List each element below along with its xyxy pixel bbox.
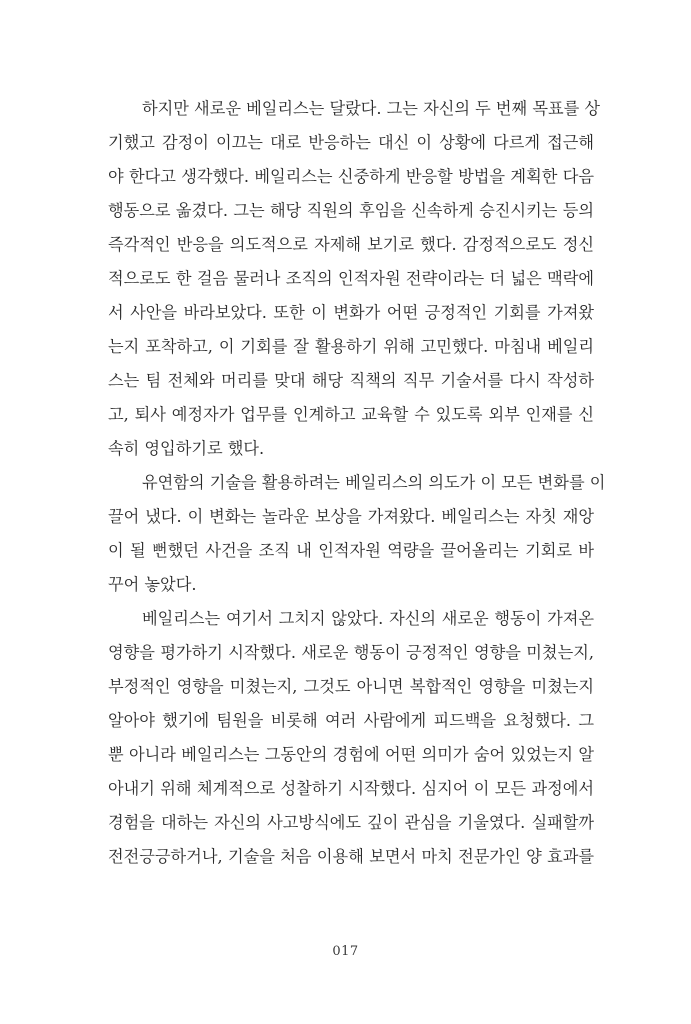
text-line: 서 사안을 바라보았다. 또한 이 변화가 어떤 긍정적인 기회를 가져왔 <box>108 303 594 322</box>
text-line: 베일리스는 여기서 그치지 않았다. 자신의 새로운 행동이 가져온 <box>142 609 594 628</box>
text-line: 꾸어 놓았다. <box>108 575 197 594</box>
text-line: 즉각적인 반응을 의도적으로 자제해 보기로 했다. 감정적으로도 정신 <box>108 235 594 254</box>
text-line: 경험을 대하는 자신의 사고방식에도 깊이 관심을 기울였다. 실패할까 <box>108 813 594 832</box>
text-line: 는지 포착하고, 이 기회를 잘 활용하기 위해 고민했다. 마침내 베일리 <box>108 337 594 356</box>
text-line: 고, 퇴사 예정자가 업무를 인계하고 교육할 수 있도록 외부 인재를 신 <box>108 405 594 424</box>
text-line: 이 될 뻔했던 사건을 조직 내 인적자원 역량을 끌어올리는 기회로 바 <box>108 541 594 560</box>
text-line: 부정적인 영향을 미쳤는지, 그것도 아니면 복합적인 영향을 미쳤는지 <box>108 677 594 696</box>
text-line: 유연함의 기술을 활용하려는 베일리스의 의도가 이 모든 변화를 이 <box>142 473 606 492</box>
page-number: 017 <box>332 944 359 959</box>
body-text <box>108 92 606 874</box>
text-line: 적으로도 한 걸음 물러나 조직의 인적자원 전략이라는 더 넓은 맥락에 <box>108 269 594 288</box>
text-line: 알아야 했기에 팀원을 비롯해 여러 사람에게 피드백을 요청했다. 그 <box>108 711 594 730</box>
text-line: 끌어 냈다. 이 변화는 놀라운 보상을 가져왔다. 베일리스는 자칫 재앙 <box>108 507 594 526</box>
text-line: 전전긍긍하거나, 기술을 처음 이용해 보면서 마치 전문가인 양 효과를 <box>108 847 594 866</box>
text-line: 아내기 위해 체계적으로 성찰하기 시작했다. 심지어 이 모든 과정에서 <box>108 779 594 798</box>
text-line: 야 한다고 생각했다. 베일리스는 신중하게 반응할 방법을 계획한 다음 <box>108 167 594 186</box>
text-line: 기했고 감정이 이끄는 대로 반응하는 대신 이 상황에 다르게 접근해 <box>108 133 594 152</box>
text-line: 영향을 평가하기 시작했다. 새로운 행동이 긍정적인 영향을 미쳤는지, <box>108 643 594 662</box>
text-line: 속히 영입하기로 했다. <box>108 439 265 458</box>
text-line: 스는 팀 전체와 머리를 맞대 해당 직책의 직무 기술서를 다시 작성하 <box>108 371 594 390</box>
text-line: 행동으로 옮겼다. 그는 해당 직원의 후임을 신속하게 승진시키는 등의 <box>108 201 594 220</box>
text-line: 뿐 아니라 베일리스는 그동안의 경험에 어떤 의미가 숨어 있었는지 알 <box>108 745 594 764</box>
text-line: 하지만 새로운 베일리스는 달랐다. 그는 자신의 두 번째 목표를 상 <box>142 99 601 118</box>
